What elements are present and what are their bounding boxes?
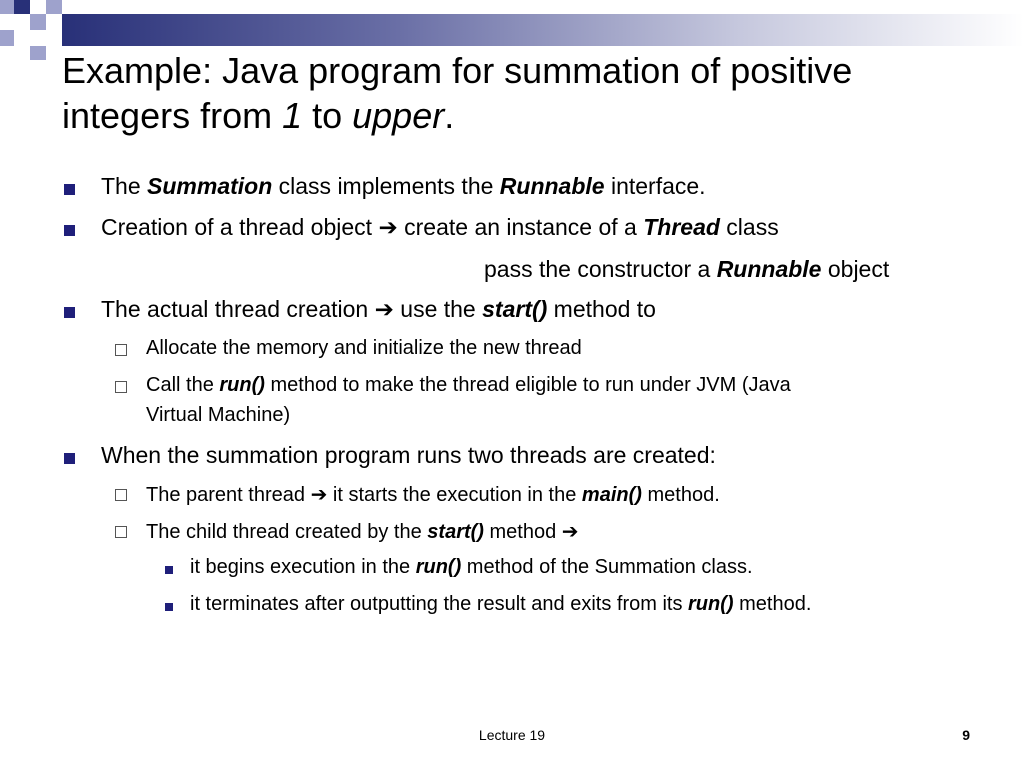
deco-square (46, 0, 62, 14)
arrow-right-icon: ➔ (561, 521, 579, 543)
sub-list-item: The child thread created by the start() method ➔ (146, 521, 579, 543)
arrow-right-icon: ➔ (310, 484, 328, 506)
sub-sub-list-item: it begins execution in the run() method of the Summation class. (190, 556, 753, 578)
hollow-square-bullet-icon (115, 526, 127, 538)
slide-title: Example: Java program for summation of positive integers from 1 to upper. (62, 50, 853, 136)
bullet-square-icon (64, 225, 75, 236)
header-gradient-bar (62, 14, 1024, 46)
footer-page-number: 9 (962, 727, 970, 743)
bullet-square-icon (64, 307, 75, 318)
footer-lecture-label: Lecture 19 (478, 727, 546, 743)
deco-square (14, 0, 30, 14)
list-item: Creation of a thread object ➔ create an instance of a Thread class (101, 214, 779, 240)
list-item: The Summation class implements the Runnable interface. (101, 173, 706, 199)
deco-square (30, 46, 46, 60)
sub-list-item: Call the run() method to make the thread eligible to run under JVM (Java (146, 374, 791, 396)
bullet-square-icon (64, 453, 75, 464)
list-item-continuation: pass the constructor a Runnable object (484, 256, 890, 282)
list-item: The actual thread creation ➔ use the start() method to (101, 296, 656, 322)
deco-square (0, 30, 14, 46)
sub-list-item: Allocate the memory and initialize the new thread (146, 337, 582, 359)
deco-square (0, 0, 14, 14)
arrow-right-icon: ➔ (378, 214, 398, 240)
hollow-square-bullet-icon (115, 381, 127, 393)
hollow-square-bullet-icon (115, 344, 127, 356)
small-square-bullet-icon (165, 566, 173, 574)
sub-sub-list-item: it terminates after outputting the result and exits from its run() method. (190, 593, 812, 615)
bullet-square-icon (64, 184, 75, 195)
hollow-square-bullet-icon (115, 489, 127, 501)
sub-list-item-continuation: Virtual Machine) (146, 404, 291, 426)
sub-list-item: The parent thread ➔ it starts the execution in the main() method. (146, 484, 720, 506)
deco-square (30, 14, 46, 30)
list-item: When the summation program runs two threads are created: (101, 442, 716, 468)
small-square-bullet-icon (165, 603, 173, 611)
arrow-right-icon: ➔ (374, 296, 394, 322)
